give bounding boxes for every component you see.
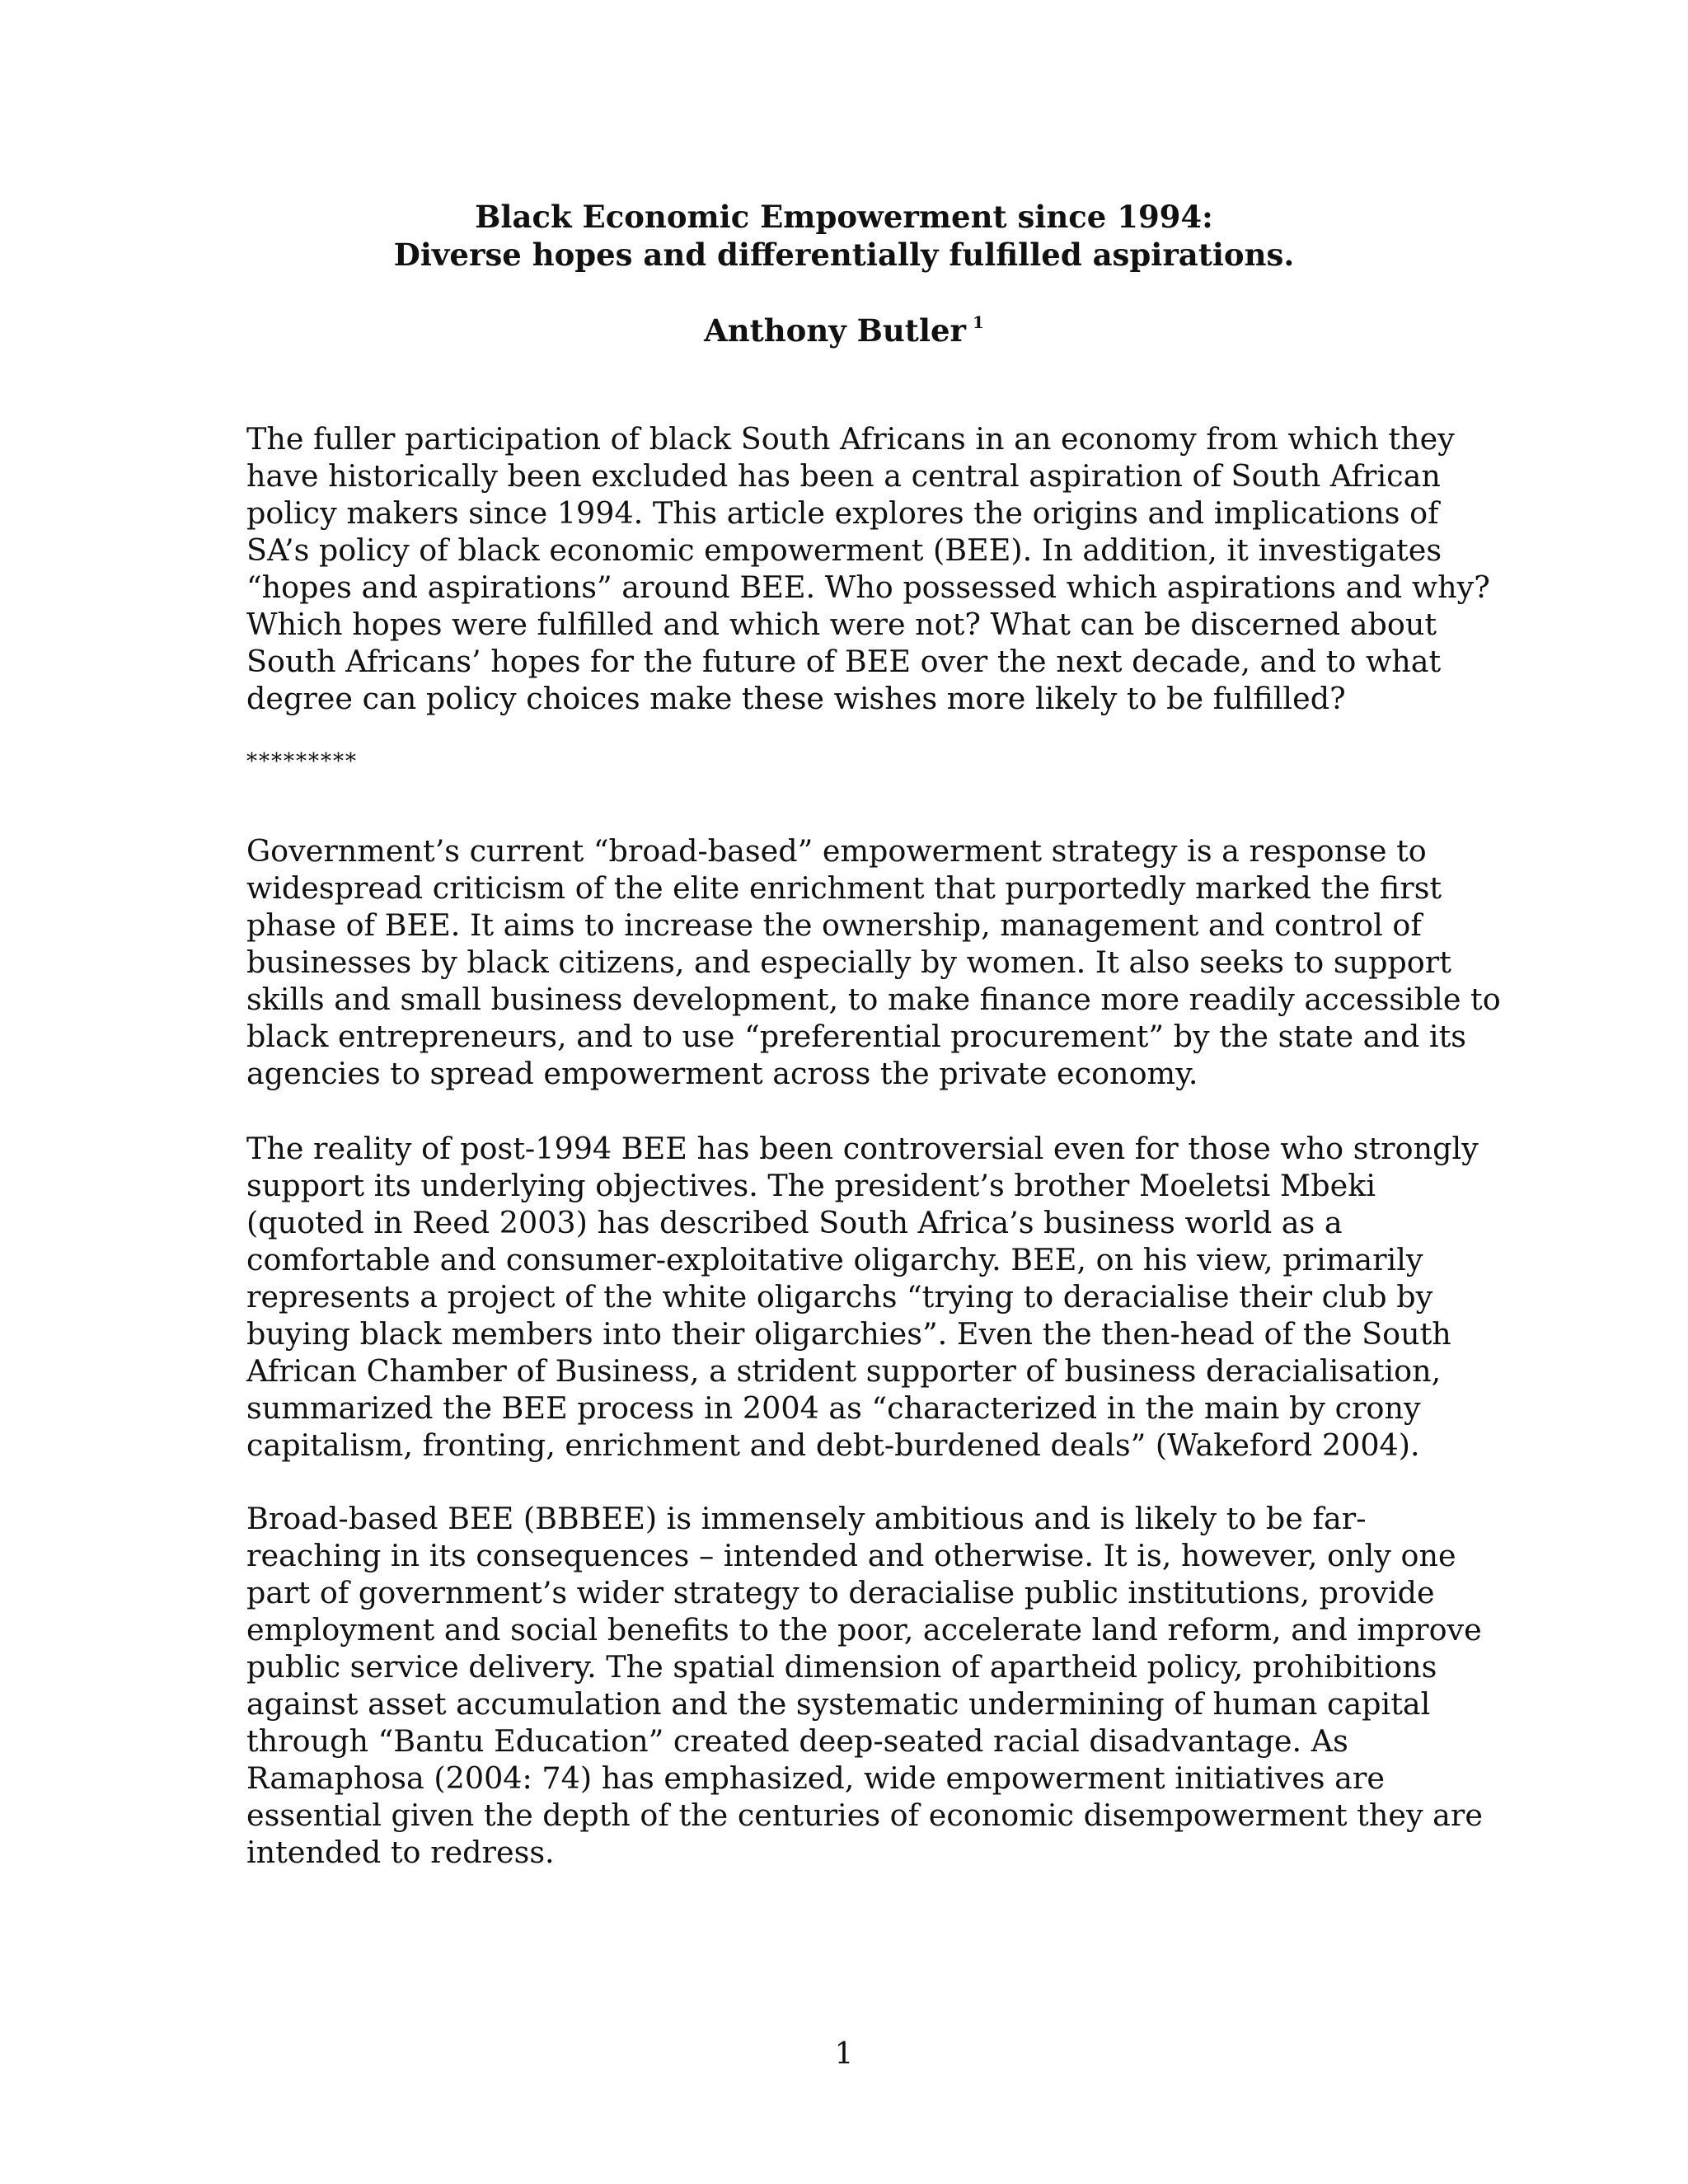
paragraph-line: agencies to spread empowerment across the private economy. [246, 1056, 1198, 1091]
paragraph-line: essential given the depth of the centuries of economic disempowerment they are [246, 1797, 1483, 1833]
paragraph-line: (quoted in Reed 2003) has described South Africa’s business world as a [246, 1205, 1343, 1240]
paragraph-line: policy makers since 1994. This article explores the origins and implications of [246, 495, 1439, 531]
paragraph-line: African Chamber of Business, a strident supporter of business deracialisation, [246, 1353, 1442, 1389]
body-paragraph [246, 832, 1501, 1092]
paragraph-line: intended to redress. [246, 1835, 555, 1870]
paragraph-line: Which hopes were fulfilled and which were not? What can be discerned about [246, 607, 1437, 642]
title-line-1: Black Economic Empowerment since 1994: [475, 199, 1213, 235]
paragraph-line: South Africans’ hopes for the future of BEE over the next decade, and to what [246, 644, 1442, 679]
body-paragraph [246, 1500, 1483, 1871]
paragraph-line: employment and social benefits to the poor, accelerate land reform, and improve [246, 1612, 1482, 1647]
paragraph-line: SA’s policy of black economic empowerment (BEE). In addition, it investigates [246, 532, 1442, 568]
paragraph-line: through “Bantu Education” created deep-seated racial disadvantage. As [246, 1723, 1348, 1759]
paragraph-line: comfortable and consumer-exploitative oligarchy. BEE, on his view, primarily [246, 1242, 1423, 1277]
title-line-2: Diverse hopes and differentially fulfilled aspirations. [393, 237, 1295, 273]
author-line [0, 312, 1688, 349]
paragraph-line: “hopes and aspirations” around BEE. Who possessed which aspirations and why? [246, 569, 1490, 605]
footnote-marker: 1 [973, 312, 984, 332]
paragraph-line: The fuller participation of black South Africans in an economy from which they [246, 421, 1455, 457]
paragraph-line: black entrepreneurs, and to use “preferential procurement” by the state and its [246, 1019, 1466, 1054]
paragraph-line: Government’s current “broad-based” empowerment strategy is a response to [246, 833, 1427, 869]
paragraph-line: have historically been excluded has been a central aspiration of South African [246, 458, 1441, 494]
paragraph-line: The reality of post-1994 BEE has been controversial even for those who strongly [246, 1131, 1479, 1166]
paragraph-line: degree can policy choices make these wishes more likely to be fulfilled? [246, 681, 1346, 716]
paragraph-line: skills and small business development, to make finance more readily accessible to [246, 982, 1501, 1017]
paragraph-line: Broad-based BEE (BBBEE) is immensely ambitious and is likely to be far- [246, 1501, 1367, 1536]
paragraph-line: capitalism, fronting, enrichment and debt-burdened deals” (Wakeford 2004). [246, 1427, 1420, 1463]
paragraph-line: support its underlying objectives. The president’s brother Moeletsi Mbeki [246, 1168, 1376, 1203]
paragraph-line: summarized the BEE process in 2004 as “characterized in the main by crony [246, 1390, 1421, 1426]
body-paragraph [246, 1130, 1479, 1464]
section-separator: ********* [246, 749, 358, 774]
paragraph-line: widespread criticism of the elite enrichment that purportedly marked the first [246, 870, 1442, 906]
paragraph-line: reaching in its consequences – intended and otherwise. It is, however, only one [246, 1538, 1456, 1573]
paragraph-line: buying black members into their oligarchies”. Even the then-head of the South [246, 1316, 1451, 1352]
paragraph-line: represents a project of the white oligarchs “trying to deracialise their club by [246, 1279, 1433, 1315]
paragraph-line: against asset accumulation and the systematic undermining of human capital [246, 1686, 1431, 1722]
page-number: 1 [834, 2037, 854, 2071]
abstract-paragraph [246, 420, 1490, 717]
paragraph-line: public service delivery. The spatial dimension of apartheid policy, prohibitions [246, 1649, 1437, 1685]
paragraph-line: phase of BEE. It aims to increase the ownership, management and control of [246, 907, 1422, 943]
paragraph-line: Ramaphosa (2004: 74) has emphasized, wide empowerment initiatives are [246, 1760, 1385, 1796]
paragraph-line: businesses by black citizens, and especially by women. It also seeks to support [246, 944, 1451, 980]
paragraph-line: part of government’s wider strategy to deracialise public institutions, provide [246, 1575, 1435, 1610]
author-name: Anthony Butler [704, 312, 966, 349]
